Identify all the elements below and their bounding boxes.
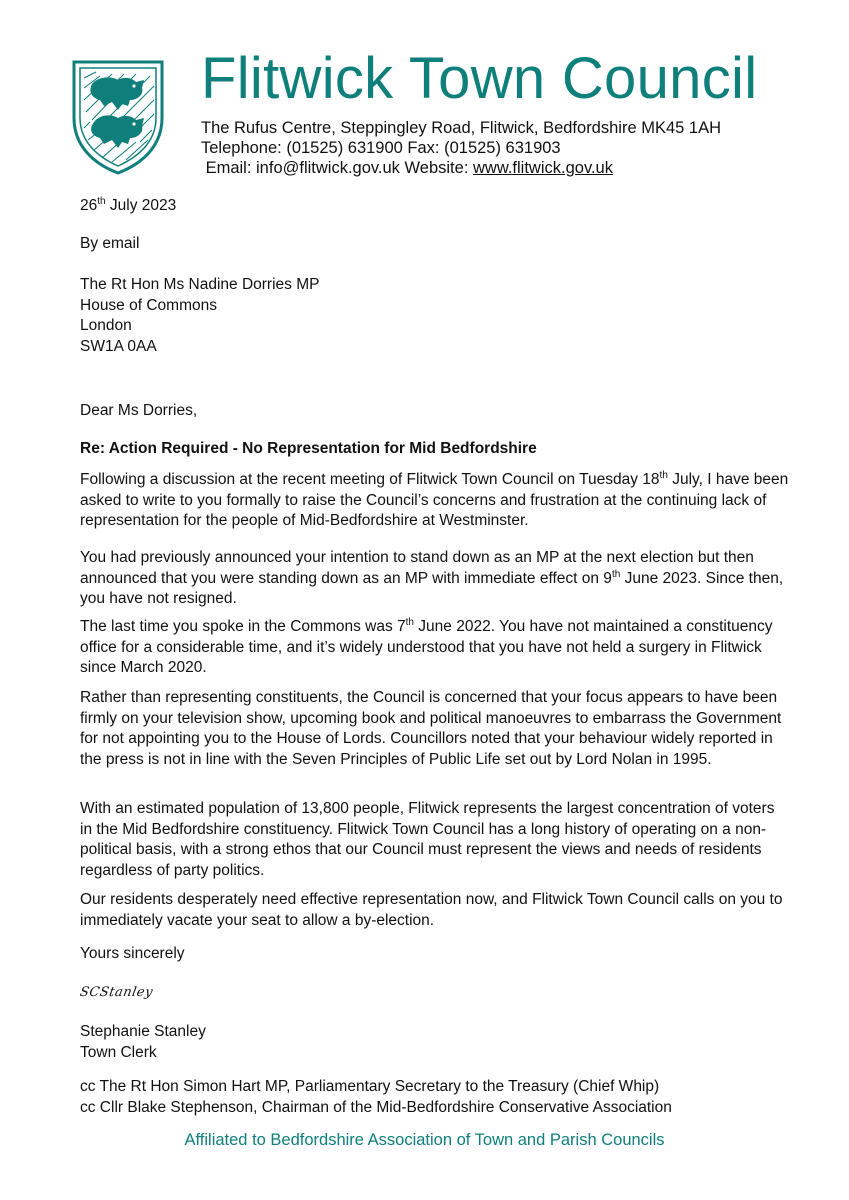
paragraph-1: Following a discussion at the recent meeting of Flitwick Town Council on Tuesday 18th July, I have been asked to write to you formally to raise the Council’s concerns and frustration at the continuing lack of representation for the people of Mid-Bedfordshire at Westminster.	[80, 469, 789, 529]
cc-line: cc Cllr Blake Stephenson, Chairman of the Mid-Bedfordshire Conservative Association	[80, 1098, 672, 1116]
closing: Yours sincerely	[80, 945, 185, 962]
signer-title: Town Clerk	[80, 1043, 157, 1061]
salutation: Dear Ms Dorries,	[80, 402, 198, 419]
letter-date: 26th July 2023	[80, 195, 177, 214]
signer-block	[80, 1022, 206, 1063]
recipient-line: House of Commons	[80, 296, 217, 314]
email-text: Email: info@flitwick.gov.uk Website:	[205, 159, 473, 177]
paragraph-4: Rather than representing constituents, the Council is concerned that your focus appears to have been firmly on your television show, upcoming book and political manoeuvres to embarrass the Government for not appointing you to the House of Lords. Councillors noted that your behaviour widely reported in the press is not in line with the Seven Principles of Public Life set out by Lord Nolan in 1995.	[80, 689, 782, 768]
paragraph-5: With an estimated population of 13,800 people, Flitwick represents the largest concentration of voters in the Mid Bedfordshire constituency. Flitwick Town Council has a long history of operating on a non-political basis, with a strong ethos that our Council must represent the views and needs of residents regardless of party politics.	[80, 800, 775, 879]
paragraph-2: You had previously announced your intention to stand down as an MP at the next election but then announced that you were standing down as an MP with immediate effect on 9th June 2023. Since then, you have not resigned.	[80, 549, 784, 607]
telephone-line: Telephone: (01525) 631900 Fax: (01525) 631903	[201, 139, 561, 157]
email-website-line	[201, 158, 721, 178]
recipient-line: London	[80, 317, 132, 334]
paragraph-3: The last time you spoke in the Commons was 7th June 2022. You have not maintained a constituency office for a considerable time, and it’s widely understood that you have not held a surgery in Flitwick since March 2020.	[80, 616, 773, 676]
subject-line: Re: Action Required - No Representation for Mid Bedfordshire	[80, 440, 537, 457]
recipient-line: SW1A 0AA	[80, 337, 157, 355]
council-crest-logo	[70, 58, 166, 176]
cc-list	[80, 1077, 672, 1118]
cc-line: cc The Rt Hon Simon Hart MP, Parliamentary Secretary to the Treasury (Chief Whip)	[80, 1078, 660, 1095]
recipient-address	[80, 275, 319, 357]
recipient-line: The Rt Hon Ms Nadine Dorries MP	[80, 276, 320, 293]
delivery-method: By email	[80, 235, 140, 252]
council-name-heading: Flitwick Town Council	[201, 46, 758, 111]
paragraph-6: Our residents desperately need effective representation now, and Flitwick Town Council calls on you to immediately vacate your seat to allow a by-election.	[80, 891, 783, 929]
contact-block	[201, 118, 721, 178]
signer-name: Stephanie Stanley	[80, 1023, 206, 1040]
footer-affiliation: Affiliated to Bedfordshire Association of Town and Parish Councils	[184, 1131, 665, 1149]
address-line: The Rufus Centre, Steppingley Road, Flitwick, Bedfordshire MK45 1AH	[201, 119, 721, 137]
website-link[interactable]: www.flitwick.gov.uk	[473, 159, 613, 177]
signature: SCStanley	[78, 985, 155, 1000]
